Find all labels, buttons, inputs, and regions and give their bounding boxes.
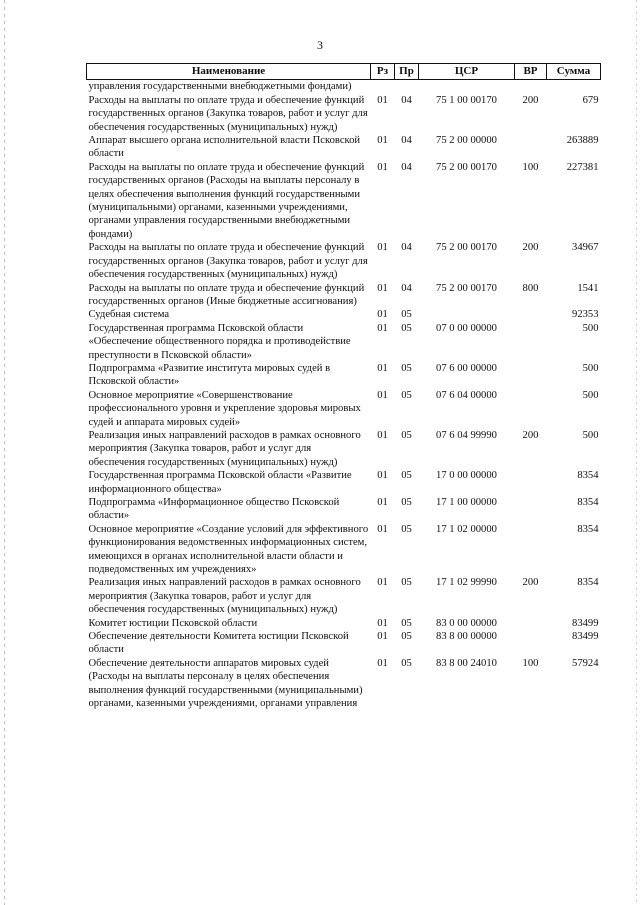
- cell-csr: 17 1 02 00000: [436, 523, 497, 535]
- cell-pr: [395, 80, 419, 94]
- cell-name: Расходы на выплаты по оплате труда и обеспечение функций государственных органов (Закупка товаров, работ и услуг для обеспечения государственных (муниципальных) нужд): [88, 242, 368, 281]
- cell-sum: 57924: [572, 657, 599, 669]
- cell-name: Реализация иных направлений расходов в рамках основного мероприятия (Закупка товаров, работ и услуг для обеспечения государственных (муниципальных) нужд): [88, 577, 361, 616]
- cell-pr: 05: [401, 497, 412, 508]
- cell-csr: 07 0 00 00000: [436, 322, 497, 334]
- cell-vr: 200: [522, 577, 539, 589]
- cell-name: Основное мероприятие «Создание условий для эффективного функционирования ведомственных информационных систем, имеющихся в органах исполнительной власти области и подведомственных им учреждениях»: [88, 523, 369, 576]
- table-row: [87, 496, 601, 523]
- table-row: [87, 389, 601, 429]
- table-row: [87, 308, 601, 321]
- cell-name: Подпрограмма «Информационное общество Псковской области»: [88, 497, 340, 522]
- cell-name: Расходы на выплаты по оплате труда и обеспечение функций государственных органов (Иные бюджетные ассигнования): [88, 282, 365, 307]
- cell-rz: 01: [377, 523, 388, 535]
- cell-csr: 75 1 00 00170: [436, 94, 497, 106]
- cell-rz: 01: [377, 135, 388, 147]
- table-row: [87, 657, 601, 711]
- cell-vr: [515, 523, 547, 577]
- cell-vr: [515, 322, 547, 362]
- cell-csr: 17 0 00 00000: [436, 470, 497, 482]
- cell-vr: [515, 496, 547, 523]
- cell-rz: 01: [377, 577, 388, 589]
- cell-pr: 05: [401, 389, 412, 401]
- cell-rz: 01: [377, 617, 388, 629]
- cell-csr: 75 2 00 00000: [436, 135, 497, 147]
- cell-name: Государственная программа Псковской области «Обеспечение общественного порядка и противодействие преступности в Псковской области»: [88, 322, 351, 361]
- cell-csr: 83 0 00 00000: [436, 617, 497, 629]
- table-row: [87, 576, 601, 616]
- cell-sum: 8354: [577, 497, 599, 508]
- table-row: [87, 322, 601, 362]
- cell-sum: 263889: [566, 135, 599, 147]
- cell-csr: 75 2 00 00170: [436, 282, 497, 294]
- table-row: [87, 429, 601, 469]
- cell-rz: 01: [377, 389, 388, 401]
- cell-vr: [515, 308, 547, 321]
- cell-pr: 05: [401, 429, 412, 441]
- cell-vr: [515, 134, 547, 161]
- cell-pr: 05: [401, 362, 412, 374]
- cell-vr: 200: [522, 242, 539, 254]
- budget-table: [86, 63, 601, 711]
- cell-csr: 17 1 02 99990: [436, 577, 497, 589]
- cell-rz: 01: [377, 470, 388, 482]
- cell-sum: 227381: [566, 161, 599, 173]
- cell-csr: 83 8 00 00000: [436, 631, 497, 643]
- cell-csr: [419, 80, 515, 94]
- cell-name: Обеспечение деятельности Комитета юстиции Псковской области: [88, 631, 349, 656]
- cell-csr: 83 8 00 24010: [436, 657, 497, 669]
- cell-pr: 05: [401, 657, 412, 669]
- header-sum: Сумма: [547, 64, 601, 80]
- cell-pr: 05: [401, 523, 412, 535]
- cell-rz: 01: [377, 282, 388, 294]
- table-header-row: [87, 64, 601, 80]
- cell-vr: [515, 80, 547, 94]
- cell-name: Комитет юстиции Псковской области: [88, 617, 258, 629]
- table-row: [87, 161, 601, 241]
- cell-sum: 500: [582, 322, 599, 334]
- table-row: [87, 617, 601, 630]
- cell-sum: 679: [582, 94, 599, 106]
- cell-name: Реализация иных направлений расходов в рамках основного мероприятия (Закупка товаров, работ и услуг для обеспечения государственных (муниципальных) нужд): [88, 429, 361, 468]
- table-row: [87, 630, 601, 657]
- scan-edge-right: [636, 0, 637, 905]
- table-row: [87, 80, 601, 94]
- cell-sum: 8354: [577, 577, 599, 589]
- cell-rz: 01: [377, 161, 388, 173]
- header-pr: Пр: [395, 64, 419, 80]
- scan-edge-left: [4, 0, 5, 905]
- cell-rz: 01: [377, 94, 388, 106]
- table-row: [87, 469, 601, 496]
- cell-vr: 800: [522, 282, 539, 294]
- header-name: Наименование: [87, 64, 371, 80]
- cell-rz: 01: [377, 322, 388, 334]
- header-rz: Рз: [371, 64, 395, 80]
- cell-pr: 04: [401, 135, 412, 147]
- cell-vr: 100: [522, 161, 539, 173]
- cell-pr: 05: [401, 322, 412, 334]
- cell-name: Расходы на выплаты по оплате труда и обеспечение функций государственных органов (Расходы на выплаты персоналу в целях обеспечения выполнения функций государственными (муниципальными) органами, казенными учреждениями, органами управления государственными внебюджетными фондами): [88, 161, 365, 240]
- cell-rz: 01: [377, 657, 388, 669]
- cell-pr: 04: [401, 282, 412, 294]
- cell-rz: 01: [377, 242, 388, 254]
- cell-sum: 8354: [577, 470, 599, 482]
- cell-sum: 8354: [577, 523, 599, 535]
- cell-vr: [515, 630, 547, 657]
- table-row: [87, 282, 601, 309]
- cell-csr: 07 6 00 00000: [436, 362, 497, 374]
- cell-sum: 500: [582, 362, 599, 374]
- cell-csr: 17 1 00 00000: [436, 497, 497, 508]
- cell-sum: [547, 80, 601, 94]
- cell-csr: 07 6 04 00000: [436, 389, 497, 401]
- cell-name: Подпрограмма «Развитие института мировых судей в Псковской области»: [88, 362, 331, 388]
- cell-pr: 04: [401, 242, 412, 254]
- cell-pr: 05: [401, 631, 412, 643]
- cell-name: Основное мероприятие «Совершенствование профессионального уровня и укрепление здоровья мировых судей и аппарата мировых судей»: [88, 389, 361, 428]
- cell-vr: 200: [522, 429, 539, 441]
- cell-name: управления государственными внебюджетными фондами): [88, 81, 352, 93]
- cell-rz: 01: [377, 497, 388, 508]
- cell-rz: 01: [377, 631, 388, 643]
- table-row: [87, 134, 601, 161]
- table-row: [87, 241, 601, 281]
- cell-sum: 83499: [572, 617, 599, 629]
- cell-sum: 500: [582, 389, 599, 401]
- cell-name: Государственная программа Псковской области «Развитие информационного общества»: [88, 470, 352, 495]
- cell-sum: 1541: [577, 282, 599, 294]
- cell-pr: 04: [401, 161, 412, 173]
- cell-pr: 05: [401, 617, 412, 629]
- header-csr: ЦСР: [419, 64, 515, 80]
- cell-csr: 75 2 00 00170: [436, 161, 497, 173]
- cell-csr: 07 6 04 99990: [436, 429, 497, 441]
- cell-csr: 75 2 00 00170: [436, 242, 497, 254]
- cell-pr: 05: [401, 470, 412, 482]
- table-row: [87, 523, 601, 577]
- cell-vr: [515, 389, 547, 429]
- cell-vr: [515, 469, 547, 496]
- cell-csr: [419, 308, 515, 321]
- header-vr: ВР: [515, 64, 547, 80]
- cell-sum: 92353: [572, 309, 599, 321]
- cell-rz: [371, 80, 395, 94]
- cell-sum: 83499: [572, 631, 599, 643]
- cell-name: Судебная система: [88, 309, 170, 321]
- cell-sum: 500: [582, 429, 599, 441]
- cell-vr: [515, 617, 547, 630]
- table-row: [87, 362, 601, 389]
- page-number: 3: [317, 38, 323, 52]
- cell-vr: [515, 362, 547, 389]
- cell-vr: 200: [522, 94, 539, 106]
- table-row: [87, 94, 601, 134]
- cell-rz: 01: [377, 429, 388, 441]
- cell-name: Расходы на выплаты по оплате труда и обеспечение функций государственных органов (Закупка товаров, работ и услуг для обеспечения государственных (муниципальных) нужд): [88, 94, 368, 133]
- cell-pr: 05: [401, 309, 412, 321]
- cell-vr: 100: [522, 657, 539, 669]
- cell-sum: 34967: [572, 242, 599, 254]
- cell-pr: 04: [401, 94, 412, 106]
- cell-pr: 05: [401, 577, 412, 589]
- cell-name: Обеспечение деятельности аппаратов мировых судей (Расходы на выплаты персоналу в целях обеспечения выполнения функций государственными (муниципальными) органами, казенными учреждениями, органами управления: [88, 657, 363, 710]
- cell-rz: 01: [377, 309, 388, 321]
- cell-rz: 01: [377, 362, 388, 374]
- cell-name: Аппарат высшего органа исполнительной власти Псковской области: [88, 135, 361, 160]
